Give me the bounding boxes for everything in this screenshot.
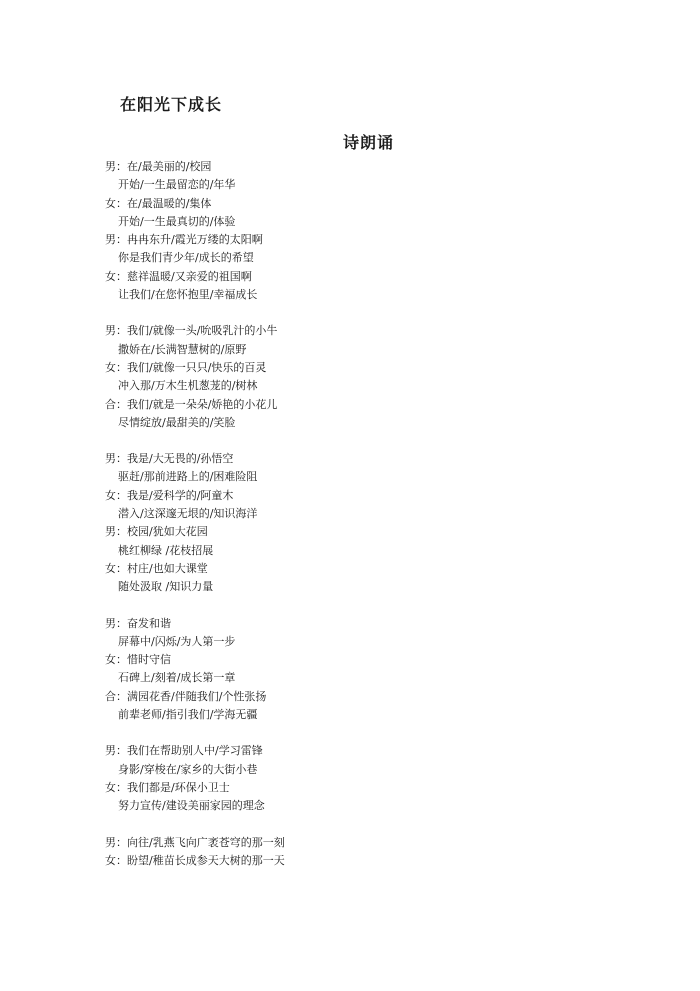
poem-line: 桃红柳绿 /花枝招展 bbox=[118, 543, 214, 557]
poem-line: 尽情绽放/最甜美的/笑脸 bbox=[118, 415, 236, 429]
poem-line: 女：我们都是/环保小卫士 bbox=[105, 780, 230, 794]
poem-line: 男：在/最美丽的/校园 bbox=[105, 160, 212, 173]
poem-line: 女：在/最温暖的/集体 bbox=[105, 196, 212, 210]
poem-line: 石碑上/刻着/成长第一章 bbox=[118, 671, 236, 685]
poem-line: 男：冉冉东升/霞光万缕的太阳啊 bbox=[105, 233, 263, 247]
poem-stanza bbox=[105, 450, 555, 596]
poem-line: 男：奋发和谐 bbox=[105, 616, 171, 630]
poem-line: 女：村庄/也如大课堂 bbox=[105, 561, 208, 575]
poem-line: 女：我们/就像一只只/快乐的百灵 bbox=[105, 360, 267, 374]
poem-line: 合：满园花香/伴随我们/个性张扬 bbox=[105, 689, 267, 703]
poem-line: 你是我们青少年/成长的希望 bbox=[118, 251, 254, 265]
poem-line: 男：向往/乳燕飞向广袤苍穹的那一刻 bbox=[105, 835, 285, 849]
poem-line: 驱赶/那前进路上的/困难险阻 bbox=[118, 470, 258, 484]
poem-stanza bbox=[105, 322, 555, 432]
poem-line: 男：我们在帮助别人中/学习雷锋 bbox=[105, 744, 263, 758]
poem-line: 开始/一生最真切的/体验 bbox=[118, 214, 236, 228]
poem-stanza bbox=[105, 158, 555, 304]
poem-stanza bbox=[105, 615, 555, 725]
poem-line: 开始/一生最留恋的/年华 bbox=[118, 178, 236, 192]
poem-line: 屏幕中/闪烁/为人第一步 bbox=[118, 634, 236, 648]
poem-stanza bbox=[105, 742, 555, 815]
poem-line: 女：盼望/稚苗长成参天大树的那一天 bbox=[105, 853, 285, 867]
poem-line: 合：我们/就是一朵朵/娇艳的小花儿 bbox=[105, 397, 278, 411]
poem-line: 女：慈祥温暖/又亲爱的祖国啊 bbox=[105, 269, 252, 283]
poem-line: 男：校园/犹如大花园 bbox=[105, 525, 208, 539]
poem-line: 女：惜时守信 bbox=[105, 653, 171, 667]
poem-line: 身影/穿梭在/家乡的大街小巷 bbox=[118, 762, 258, 776]
poem-stanza bbox=[105, 834, 555, 871]
poem-line: 让我们/在您怀抱里/幸福成长 bbox=[118, 288, 258, 302]
document-title: 在阳光下成长 bbox=[120, 95, 223, 114]
poem-body bbox=[105, 158, 555, 888]
poem-line: 努力宣传/建设美丽家园的理念 bbox=[118, 799, 265, 813]
poem-line: 随处汲取 /知识力量 bbox=[118, 580, 214, 594]
poem-line: 男：我们/就像一头/吮吸乳汁的小牛 bbox=[105, 324, 278, 338]
poem-line: 女：我是/爱科学的/阿童木 bbox=[105, 488, 234, 502]
poem-line: 冲入那/万木生机葱茏的/树林 bbox=[118, 379, 258, 393]
poem-line: 男：我是/大无畏的/孙悟空 bbox=[105, 452, 234, 466]
poem-line: 撒娇在/长满智慧树的/原野 bbox=[118, 342, 247, 356]
poem-line: 前辈老师/指引我们/学海无疆 bbox=[118, 708, 258, 722]
poem-line: 潜入/这深邃无垠的/知识海洋 bbox=[118, 507, 258, 521]
document-subtitle: 诗朗诵 bbox=[343, 133, 395, 152]
